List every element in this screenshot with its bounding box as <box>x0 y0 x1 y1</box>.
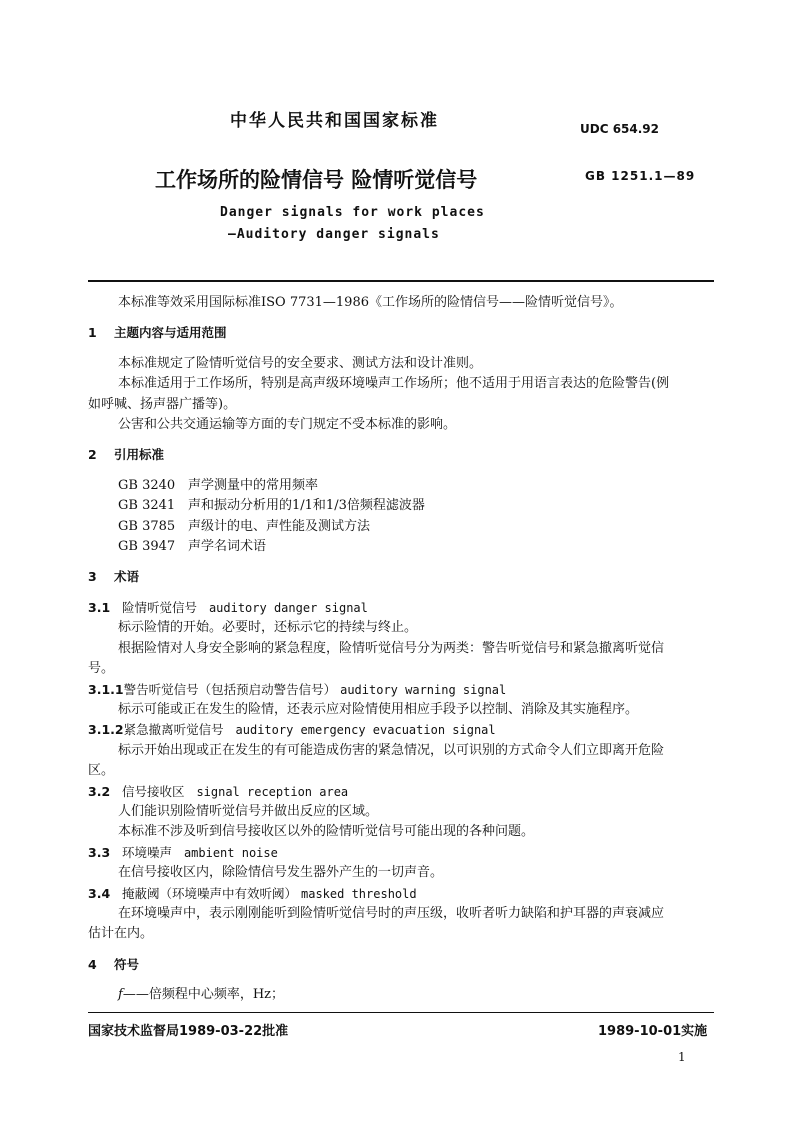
term-number: 3.4 <box>88 885 111 901</box>
term-number: 3.1 <box>88 599 111 615</box>
section-title: 主题内容与适用范围 <box>114 325 227 341</box>
section-number: 2 <box>88 447 97 463</box>
reference-item <box>88 537 714 557</box>
document-body <box>88 293 714 1006</box>
term-heading <box>88 843 714 863</box>
section-number: 3 <box>88 569 97 585</box>
footer-divider <box>88 1012 714 1013</box>
page-title: 工作场所的险情信号 险情听觉信号 <box>155 168 478 192</box>
term-cn: 险情听觉信号 <box>122 599 198 615</box>
term-heading <box>88 782 714 802</box>
section-number: 4 <box>88 956 97 972</box>
symbol-definition <box>88 985 714 1005</box>
paragraph: 公害和公共交通运输等方面的专门规定不受本标准的影响。 <box>118 417 457 433</box>
term-cn: 掩蔽阈（环境噪声中有效听阈） <box>122 885 298 901</box>
paragraph-continuation: 估计在内。 <box>88 926 154 942</box>
reference-title: 声级计的电、声性能及测试方法 <box>188 518 371 534</box>
term-cn: 环境噪声 <box>122 844 173 860</box>
term-en: auditory danger signal <box>208 600 368 615</box>
effective-date: 1989-10-01实施 <box>598 1024 708 1039</box>
term-heading <box>88 680 714 700</box>
paragraph: 根据险情对人身安全影响的紧急程度，险情听觉信号分为两类：警告听觉信号和紧急撤离听觉信 <box>118 640 665 656</box>
term-heading <box>88 720 714 740</box>
english-title-line-2: —Auditory danger signals <box>228 227 440 242</box>
reference-title: 声学测量中的常用频率 <box>188 477 319 493</box>
reference-item <box>88 476 714 496</box>
paragraph: 人们能识别险情听觉信号并做出反应的区域。 <box>118 803 379 819</box>
reference-code: GB 3241 <box>118 498 176 514</box>
term-number: 3.1.1 <box>88 681 124 697</box>
term-en: ambient noise <box>183 845 278 860</box>
standard-code: GB 1251.1—89 <box>585 169 696 183</box>
symbol-meaning: ——倍频程中心频率，Hz； <box>122 987 284 1003</box>
section-1-heading <box>88 323 714 343</box>
term-en: masked threshold <box>301 886 417 901</box>
reference-title: 声学名词术语 <box>188 539 267 555</box>
section-title: 引用标准 <box>114 447 165 463</box>
reference-code: GB 3240 <box>118 477 176 493</box>
paragraph: 标示险情的开始。必要时，还标示它的持续与终止。 <box>118 620 418 636</box>
section-4-heading <box>88 955 714 975</box>
paragraph: 标示开始出现或正在发生的有可能造成伤害的紧急情况，以可识别的方式命令人们立即离开危险 <box>118 742 665 758</box>
section-2-heading <box>88 445 714 465</box>
section-number: 1 <box>88 325 97 341</box>
intro-paragraph: 本标准等效采用国际标准ISO 7731—1986《工作场所的险情信号——险情听觉信号》。 <box>118 295 623 310</box>
reference-item <box>88 517 714 537</box>
paragraph: 在信号接收区内，除险情信号发生器外产生的一切声音。 <box>118 865 444 881</box>
symbol: f <box>118 987 123 1003</box>
term-cn: 信号接收区 <box>122 783 185 799</box>
issuing-body: 中华人民共和国国家标准 <box>230 111 439 131</box>
paragraph: 本标准规定了险情听觉信号的安全要求、测试方法和设计准则。 <box>118 355 483 371</box>
paragraph: 标示可能或正在发生的险情，还表示应对险情使用相应手段予以控制、消除及其实施程序。 <box>118 701 639 717</box>
paragraph-continuation: 区。 <box>88 763 115 779</box>
term-cn: 紧急撤离听觉信号 <box>123 722 224 738</box>
paragraph: 在环境噪声中，表示刚刚能听到险情听觉信号时的声压级，收听者听力缺陷和护耳器的声衰减应 <box>118 905 665 921</box>
approval-line: 国家技术监督局1989-03-22批准 <box>88 1024 289 1039</box>
term-en: signal reception area <box>196 784 349 799</box>
paragraph: 本标准不涉及听到信号接收区以外的险情听觉信号可能出现的各种问题。 <box>118 824 535 840</box>
page-number: 1 <box>678 1050 686 1064</box>
term-en: auditory emergency evacuation signal <box>235 723 496 738</box>
reference-title: 声和振动分析用的1/1和1/3倍频程滤波器 <box>188 498 425 514</box>
paragraph: 本标准适用于工作场所，特别是高声级环境噪声工作场所；他不适用于用语言表达的危险警告(例 <box>118 376 670 392</box>
term-number: 3.2 <box>88 783 111 799</box>
reference-code: GB 3947 <box>118 539 176 555</box>
term-heading <box>88 884 714 904</box>
english-title-line-1: Danger signals for work places <box>220 205 485 220</box>
paragraph-continuation: 号。 <box>88 661 115 677</box>
paragraph-continuation: 如呼喊、扬声器广播等)。 <box>88 396 237 412</box>
term-cn: 警告听觉信号（包括预启动警告信号） <box>123 681 337 697</box>
reference-code: GB 3785 <box>118 518 176 534</box>
term-number: 3.3 <box>88 844 111 860</box>
section-3-heading <box>88 567 714 587</box>
term-en: auditory warning signal <box>340 682 507 697</box>
section-title: 符号 <box>114 956 140 972</box>
reference-item <box>88 496 714 516</box>
header-divider <box>88 280 714 282</box>
term-heading <box>88 598 714 618</box>
term-number: 3.1.2 <box>88 722 124 738</box>
udc-number: UDC 654.92 <box>580 122 659 136</box>
section-title: 术语 <box>114 569 140 585</box>
